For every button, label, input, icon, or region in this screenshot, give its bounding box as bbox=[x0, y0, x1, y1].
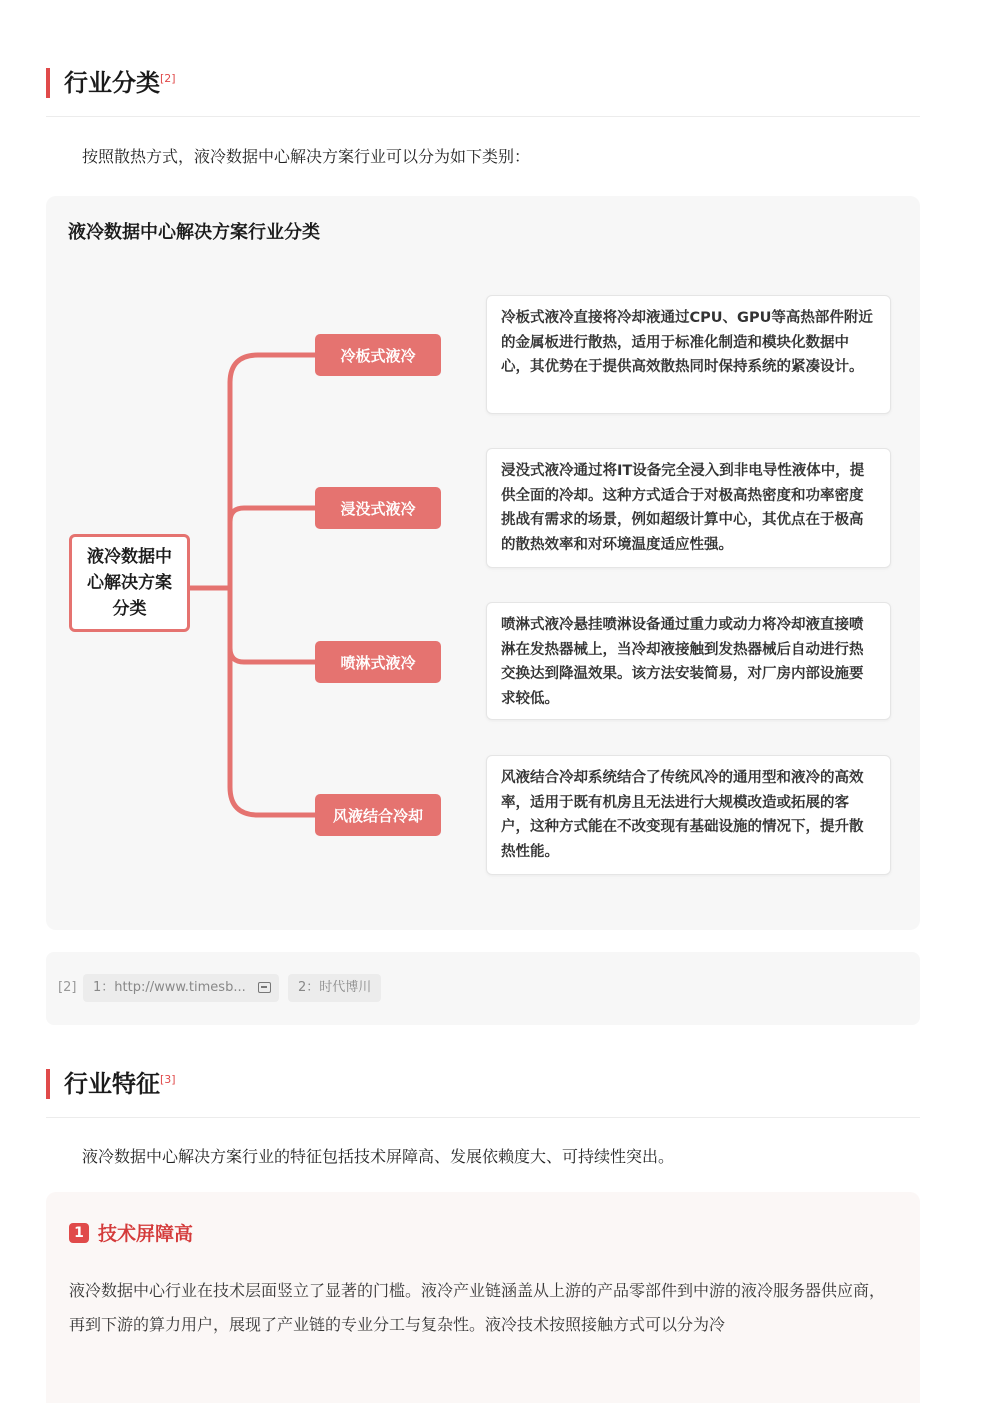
branch-immersion: 浸没式液冷 bbox=[315, 487, 441, 529]
branch-connector-2 bbox=[230, 508, 315, 522]
section-intro: 液冷数据中心解决方案行业的特征包括技术屏障高、发展依赖度大、可持续性突出。 bbox=[82, 1147, 675, 1166]
section-title: 行业分类[2] bbox=[64, 69, 176, 97]
leaf-air-liquid-desc: 风液结合冷却系统结合了传统风冷的通用型和液冷的高效率，适用于既有机房且无法进行大规模改造或拓展的客户，这种方式能在不改变现有基础设施的情况下，提升散热性能。 bbox=[486, 755, 891, 875]
classification-diagram bbox=[46, 196, 920, 930]
source-references bbox=[46, 952, 920, 1025]
section-intro: 按照散热方式，液冷数据中心解决方案行业可以分为如下类别： bbox=[82, 147, 531, 166]
section-header-classification bbox=[46, 68, 920, 117]
citation-ref[interactable]: [3] bbox=[160, 1073, 176, 1086]
feature-card-technical-barrier bbox=[46, 1192, 920, 1403]
source-link-text: 2：时代博川 bbox=[298, 980, 372, 995]
diagram-root-node: 液冷数据中心解决方案分类 bbox=[69, 534, 190, 632]
feature-body-text: 液冷数据中心行业在技术层面竖立了显著的门槛。液冷产业链涵盖从上游的产品零部件到中游的液冷服务器供应商，再到下游的算力用户，展现了产业链的专业分工与复杂性。液冷技术按照接触方式可以分为冷 bbox=[69, 1281, 886, 1334]
source-link-1[interactable] bbox=[83, 974, 279, 1002]
leaf-spray-desc: 喷淋式液冷悬挂喷淋设备通过重力或动力将冷却液直接喷淋在发热器械上，当冷却液接触到发热器械后自动进行热交换达到降温效果。该方法安装简易，对厂房内部设施要求较低。 bbox=[486, 602, 891, 720]
branch-cold-plate: 冷板式液冷 bbox=[315, 334, 441, 376]
leaf-immersion-desc: 浸没式液冷通过将IT设备完全浸入到非电导性液体中，提供全面的冷却。这种方式适合于对极高热密度和功率密度挑战有需求的场景，例如超级计算中心，其优点在于极高的散热效率和对环境温度适应性强。 bbox=[486, 448, 891, 568]
source-ref-label: [2] bbox=[58, 980, 77, 995]
branch-connector-3 bbox=[230, 648, 315, 662]
branch-spray: 喷淋式液冷 bbox=[315, 641, 441, 683]
section-title: 行业特征[3] bbox=[64, 1070, 176, 1098]
source-link-text: 1：http://www.timesb... bbox=[93, 980, 246, 995]
branch-air-liquid: 风液结合冷却 bbox=[315, 794, 441, 836]
diagram-title: 液冷数据中心解决方案行业分类 bbox=[68, 222, 320, 243]
section-header-characteristics bbox=[46, 1069, 920, 1118]
citation-ref[interactable]: [2] bbox=[160, 72, 176, 85]
feature-number-badge: 1 bbox=[69, 1223, 89, 1243]
section-accent-bar bbox=[46, 1069, 50, 1099]
link-icon bbox=[258, 982, 271, 993]
branch-trunk bbox=[230, 355, 315, 815]
leaf-cold-plate-desc: 冷板式液冷直接将冷却液通过CPU、GPU等高热部件附近的金属板进行散热，适用于标准化制造和模块化数据中心，其优势在于提供高效散热同时保持系统的紧凑设计。 bbox=[486, 295, 891, 414]
feature-header bbox=[69, 1219, 193, 1246]
section-accent-bar bbox=[46, 68, 50, 98]
feature-title: 技术屏障高 bbox=[98, 1223, 194, 1245]
source-link-2[interactable] bbox=[288, 974, 381, 1002]
